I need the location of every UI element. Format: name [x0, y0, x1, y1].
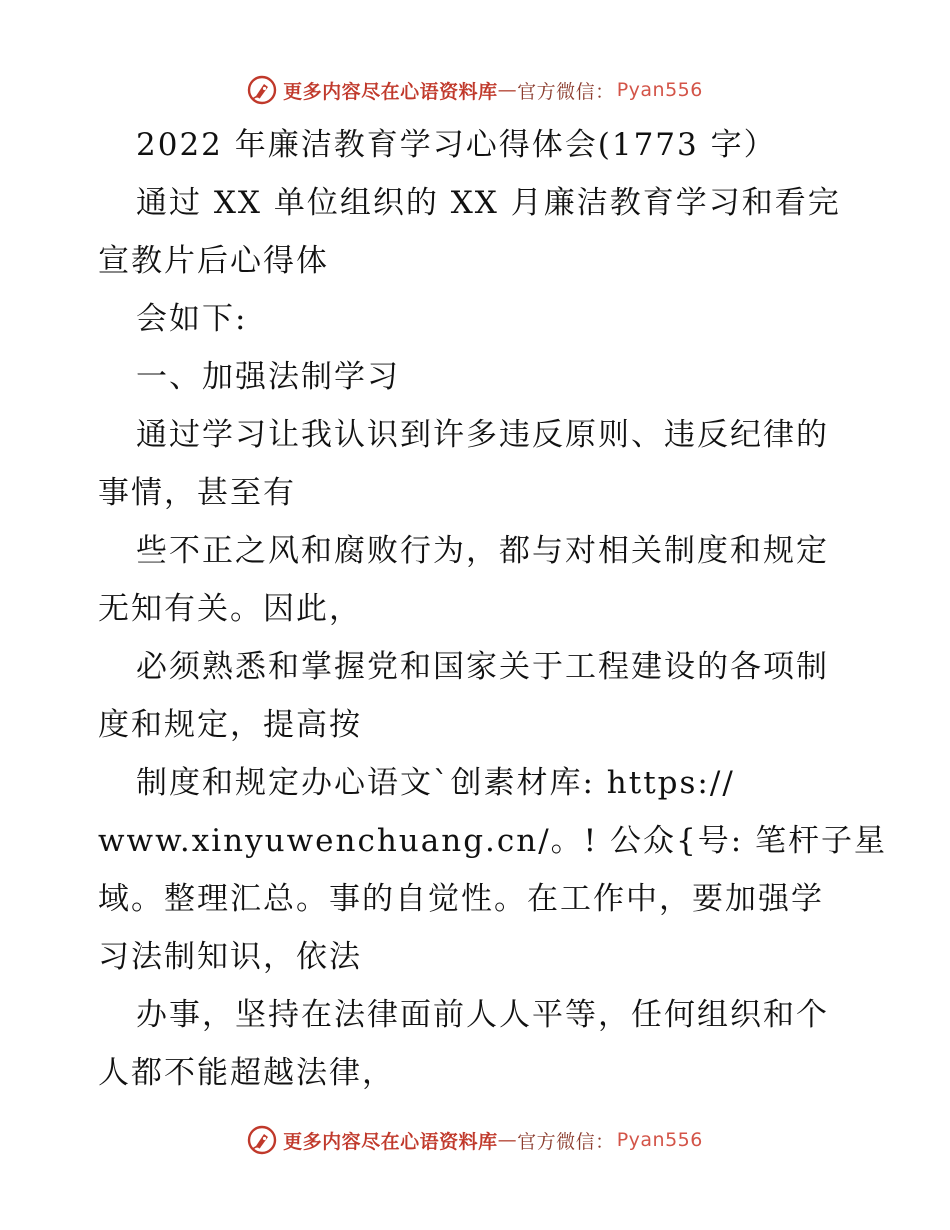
text-line: www.xinyuwenchuang.cn/。! 公众{号: 笔杆子星	[98, 823, 888, 859]
text-line: 必须熟悉和掌握党和国家关于工程建设的各项制	[136, 649, 829, 685]
text-line: 会如下:	[136, 301, 248, 337]
text-line: 些不正之风和腐败行为，都与对相关制度和规定	[136, 533, 829, 569]
pen-nib-logo-icon	[247, 1125, 277, 1155]
text-line: 宣教片后心得体	[98, 243, 329, 279]
text-line: 通过学习让我认识到许多违反原则、违反纪律的	[136, 417, 829, 453]
pen-nib-logo-icon	[247, 75, 277, 105]
text-line: 域。整理汇总。事的自觉性。在工作中，要加强学	[98, 881, 824, 917]
section-heading: 一、加强法制学习	[136, 359, 400, 395]
document-title: 2022 年廉洁教育学习心得体会(1773 字）	[136, 127, 777, 163]
text-line: 通过 XX 单位组织的 XX 月廉洁教育学习和看完	[136, 185, 841, 221]
watermark-brand: 更多内容尽在心语资料库	[283, 1130, 498, 1153]
text-line: 制度和规定办心语文`创素材库: https://	[136, 765, 735, 801]
text-line: 人都不能超越法律，	[98, 1055, 395, 1091]
document-body	[98, 116, 888, 1102]
text-line: 习法制知识，依法	[98, 939, 362, 975]
watermark-brand: 更多内容尽在心语资料库	[283, 80, 498, 103]
watermark-official-label: 官方微信：	[517, 1130, 615, 1153]
watermark-footer	[0, 1120, 950, 1160]
watermark-wechat-id: Pyan556	[616, 79, 703, 101]
watermark-separator: —	[497, 79, 518, 101]
watermark-official-label: 官方微信：	[517, 80, 615, 103]
watermark-wechat-id: Pyan556	[616, 1129, 703, 1151]
watermark-separator: —	[497, 1129, 518, 1151]
watermark-header	[0, 70, 950, 110]
text-line: 度和规定，提高按	[98, 707, 362, 743]
text-line: 无知有关。因此，	[98, 591, 362, 627]
text-line: 办事，坚持在法律面前人人平等，任何组织和个	[136, 997, 829, 1033]
text-line: 事情，甚至有	[98, 475, 296, 511]
